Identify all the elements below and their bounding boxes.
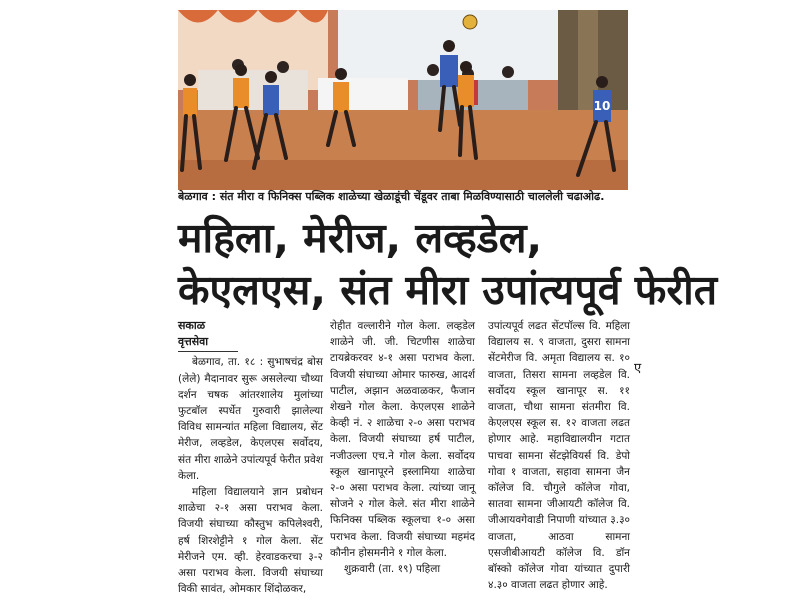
headline-line-1: महिला, मेरीज, लव्हडेल, (178, 214, 543, 262)
page-edge-mark: ए (634, 361, 642, 376)
football-scene-illustration (178, 10, 628, 190)
photo-caption: बेळगाव : संत मीरा व फिनिक्स पब्लिक शाळेच्या खेळाडूंची चेंडूवर ताबा मिळविण्यासाठी चाललेली चढाओढ. (178, 190, 605, 203)
byline: सकाळ वृत्तसेवा (178, 318, 238, 352)
headline (178, 213, 718, 317)
match-photo (178, 10, 628, 190)
column-3-paragraph-1: उपांत्यपूर्व लढत सेंटपॉल्स वि. महिला विद्यालय स. ९ वाजता, दुसरा सामना सेंटमेरीज वि. अमृता विद्यालय स. १० वाजता, तिसरा सामना लव्हडेल वि. सर्वोदय स्कूल खानापूर स. ११ वाजता, चौथा सामना संतमीरा वि. केएलएस स्कूल स. १२ वाजता लढत होणार आहे. महाविद्यालयीन गटात पाचवा सामना सेंटझेवियर्स वि. डेपो गोवा १ वाजता, सहावा सामना जैन कॉलेज वि. चौगुले कॉलेज गोवा, सातवा सामना जीआयटी कॉलेज वि. जीआयवगेवाडी निपाणी यांच्यात ३.३० वाजता, आठवा सामना एसजीबीआयटी कॉलेज वि. डॉन बॉस्को कॉलेज गोवा यांच्यात दुपारी ४.३० वाजता लढत होणार आहे. (488, 320, 630, 592)
article-column-2 (330, 318, 475, 577)
column-2-paragraph-1: रोहीत वल्लारीने गोल केला. लव्हडेल शाळेने जी. जी. चिटणीस शाळेचा टायब्रेकरवर ४-१ असा पराभव केला. विजयी संघाच्या ओमार फारुख, आदर्श पाटील, अझान अळवाळकर, फैजान शेखने गोल केला. केएलएस शाळेने केव्ही नं. २ शाळेचा २-० असा पराभव केला. विजयी संघाच्या हर्ष पाटील, नजीउल्ला एच.ने गोल केला. सर्वोदय स्कूल खानापूरने इस्लामिया शाळेचा २-० असा पराभव केला. त्यांच्या जानू सोजने २ गोल केले. संत मीरा शाळेने फिनिक्स पब्लिक स्कूलचा १-० असा पराभव केला. विजयी संघाच्या महमंद कौनीन होसमनीने १ गोल केला. (330, 320, 475, 559)
article-column-3 (488, 318, 630, 593)
column-2-paragraph-2: शुक्रवारी (ता. १९) पहिला (344, 563, 441, 576)
column-1-paragraph-1: बेळगाव, ता. १८ : सुभाषचंद्र बोस (लेले) मैदानावर सुरू असलेल्या चौथ्या दर्शन चषक आंतरशालेय मुलांच्या फुटबॉल स्पर्धेत गुरुवारी झालेल्या विविध सामन्यांत महिला विद्यालय, सेंट मेरीज, लव्हडेल, केएलएस सर्वोदय, संत मीरा शाळेने उपांत्यपूर्व फेरीत प्रवेश केला. (178, 356, 323, 482)
jersey-number: 10 (593, 99, 611, 113)
headline-line-2: केएलएस, संत मीरा उपांत्यपूर्व फेरीत (178, 266, 718, 314)
column-1-paragraph-2: महिला विद्यालयाने ज्ञान प्रबोधन शाळेचा २-१ असा पराभव केला. विजयी संघाच्या कौस्तुभ कपिलेश्वरी, हर्ष शिरशेट्टीने १ गोल केला. सेंट मेरीजने एम. व्ही. हेरवाडकरचा ३-२ असा पराभव केला. विजयी संघाच्या विकी सावंत, ओमकार शिंदोळकर, (178, 486, 323, 596)
article-column-1 (178, 318, 323, 597)
